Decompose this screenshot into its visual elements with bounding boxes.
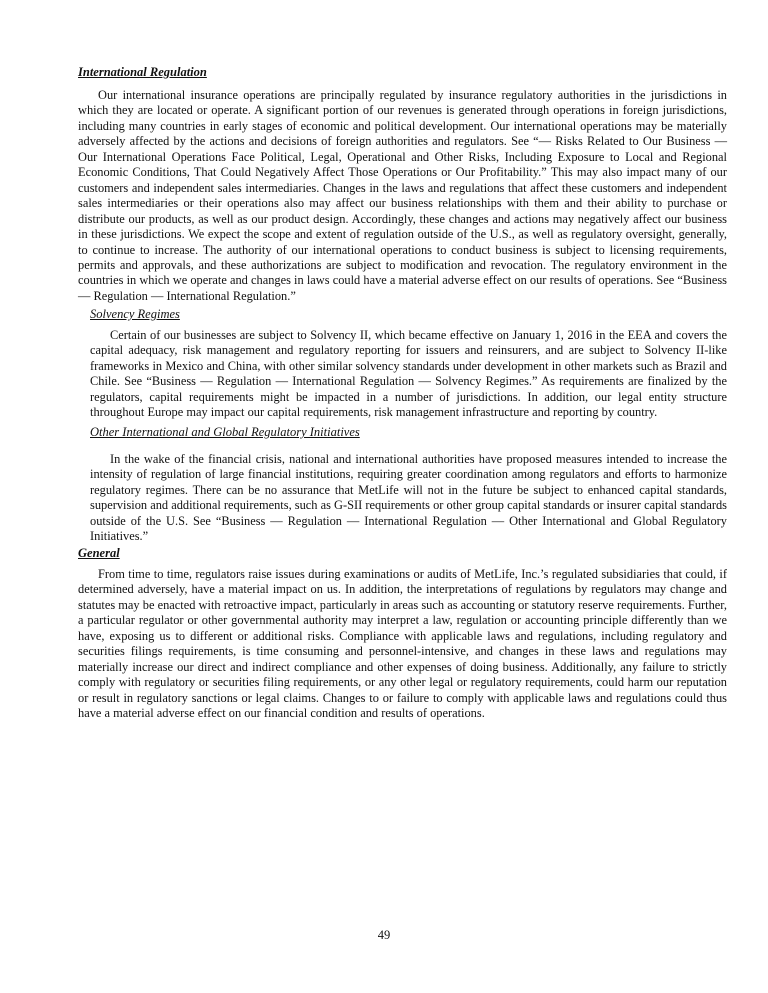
subheading-other-international-initiatives: Other International and Global Regulatory Initiatives bbox=[90, 425, 360, 439]
subheading-solvency-regimes: Solvency Regimes bbox=[90, 307, 180, 321]
paragraph-international-regulation: Our international insurance operations are principally regulated by insurance regulatory authorities in the jurisdictions in which they are located or operate. A significant portion of our revenues is generated through operations in foreign jurisdictions, including many countries in early stages of economic and political development. Our international operations may be materially adversely affected by the actions and decisions of foreign authorities and regulators. See “— Risks Related to Our Business — Our International Operations Face Political, Legal, Operational and Other Risks, Including Exposure to Local and Regional Economic Conditions, That Could Negatively Affect Those Operations or Our Profitability.” This may also impact many of our customers and independent sales intermediaries. Changes in the laws and regulations that affect these customers and independent sales intermediaries or their operations also may affect our business relationships with them and their ability to purchase or distribute our products, as well as our product design. Accordingly, these changes and actions may negatively affect our business in these jurisdictions. We expect the scope and extent of regulation outside of the U.S., as well as regulatory oversight, generally, to continue to increase. The authority of our international operations to conduct business is subject to licensing requirements, permits and approvals, and these authorizations are subject to modification and revocation. The regulatory environment in the countries in which we operate and changes in laws could have a material adverse effect on our results of operations. See “Business — Regulation — International Regulation.” bbox=[78, 88, 727, 303]
paragraph-general: From time to time, regulators raise issues during examinations or audits of MetLife, Inc.’s regulated subsidiaries that could, if determined adversely, have a material impact on us. In addition, the interpretations of regulations by regulators may change and statutes may be enacted with retroactive impact, particularly in areas such as accounting or statutory reserve requirements. Further, a particular regulator or other governmental authority may interpret a law, regulation or accounting principle differently than we have, exposing us to different or additional risks. Compliance with applicable laws and regulations, including regulatory and securities filings requirements, is time consuming and personnel-intensive, and changes in these laws and regulations may materially increase our direct and indirect compliance and other expenses of doing business. Additionally, any failure to strictly comply with regulatory or securities filing requirements, or any other legal or regulatory requirements, could harm our reputation or result in regulatory sanctions or legal claims. Changes to or failure to comply with applicable laws and regulations could thus have a material adverse effect on our financial condition and results of operations. bbox=[78, 567, 727, 721]
paragraph-solvency-regimes: Certain of our businesses are subject to Solvency II, which became effective on January 1, 2016 in the EEA and covers the capital adequacy, risk management and regulatory reporting for issuers and reinsurers, and are subject to Solvency II-like frameworks in Mexico and China, with other similar solvency standards under development in other markets such as Brazil and Chile. See “Business — Regulation — International Regulation — Solvency Regimes.” As requirements are finalized by the regulators, capital requirements might be impacted in a number of jurisdictions. In addition, our legal entity structure throughout Europe may impact our capital requirements, risk management infrastructure and reporting by country. bbox=[90, 328, 727, 420]
section-heading-general: General bbox=[78, 546, 120, 560]
section-heading-international-regulation: International Regulation bbox=[78, 65, 207, 79]
paragraph-other-international-initiatives: In the wake of the financial crisis, national and international authorities have proposed measures intended to increase the intensity of regulation of large financial institutions, requiring greater coordination among regulators and efforts to harmonize regulatory regimes. There can be no assurance that MetLife will not in the future be subject to enhanced capital standards, supervision and additional requirements, such as G-SII requirements or other group capital standards or insurer capital standards outside of the U.S. See “Business — Regulation — International Regulation — Other International and Global Regulatory Initiatives.” bbox=[90, 452, 727, 544]
page-number: 49 bbox=[377, 928, 391, 942]
